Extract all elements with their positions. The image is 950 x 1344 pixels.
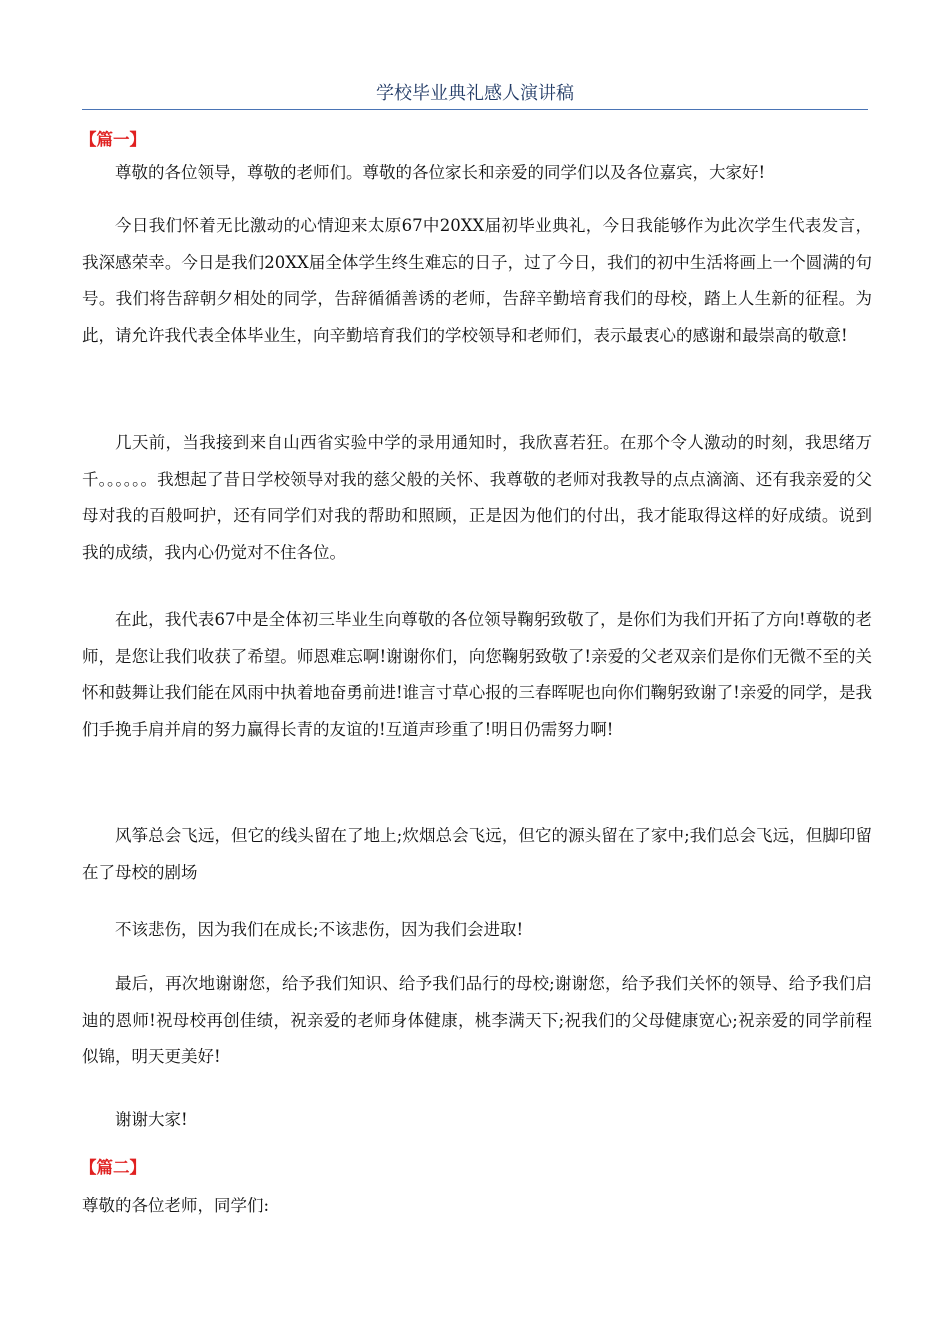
section-heading-1: 【篇一】: [80, 130, 146, 149]
paragraph-gratitude: 在此，我代表67中是全体初三毕业生向尊敬的各位领导鞠躬致敬了，是你们为我们开拓了方向!尊敬的老师，是您让我们收获了希望。师恩难忘啊!谢谢你们，向您鞠躬致敬了!亲爱的父老双亲们是你们无微不至的关怀和鼓舞让我们能在风雨中执着地奋勇前进!谁言寸草心报的三春晖呢也向你们鞠躬致谢了!亲爱的同学，是我们手挽手肩并肩的努力赢得长青的友谊的!互道声珍重了!明日仍需努力啊!: [82, 610, 872, 739]
paragraph-final-thanks: 最后，再次地谢谢您，给予我们知识、给予我们品行的母校;谢谢您，给予我们关怀的领导、给予我们启迪的恩师!祝母校再创佳绩，祝亲爱的老师身体健康，桃李满天下;祝我们的父母健康宽心;祝亲爱的同学前程似锦，明天更美好!: [82, 974, 872, 1066]
paragraph-opening: 今日我们怀着无比激动的心情迎来太原67中20XX届初毕业典礼，今日我能够作为此次学生代表发言，我深感荣幸。今日是我们20XX届全体学生终生难忘的日子，过了今日，我们的初中生活将画上一个圆满的句号。我们将告辞朝夕相处的同学，告辞循循善诱的老师，告辞辛勤培育我们的母校，踏上人生新的征程。为此，请允许我代表全体毕业生，向辛勤培育我们的学校领导和老师们，表示最衷心的感谢和最崇高的敬意!: [82, 216, 872, 345]
paragraph-kite: 风筝总会飞远，但它的线头留在了地上;炊烟总会飞远，但它的源头留在了家中;我们总会飞远，但脚印留在了母校的剧场: [82, 826, 872, 882]
title-divider: [82, 109, 868, 110]
document-title: 学校毕业典礼感人演讲稿: [376, 83, 574, 104]
paragraph-section2-greeting: 尊敬的各位老师，同学们:: [82, 1196, 270, 1215]
paragraph-no-sorrow: 不该悲伤，因为我们在成长;不该悲伤，因为我们会进取!: [115, 920, 524, 939]
paragraph-thank-you: 谢谢大家!: [115, 1110, 188, 1129]
section-heading-2: 【篇二】: [80, 1158, 146, 1177]
paragraph-greeting: 尊敬的各位领导，尊敬的老师们。尊敬的各位家长和亲爱的同学们以及各位嘉宾，大家好!: [115, 163, 766, 182]
paragraph-admission: 几天前，当我接到来自山西省实验中学的录用通知时，我欣喜若狂。在那个令人激动的时刻，我思绪万千。。。。。。我想起了昔日学校领导对我的慈父般的关怀、我尊敬的老师对我教导的点点滴滴、还有我亲爱的父母对我的百般呵护，还有同学们对我的帮助和照顾，正是因为他们的付出，我才能取得这样的好成绩。说到我的成绩，我内心仍觉对不住各位。: [82, 433, 872, 562]
